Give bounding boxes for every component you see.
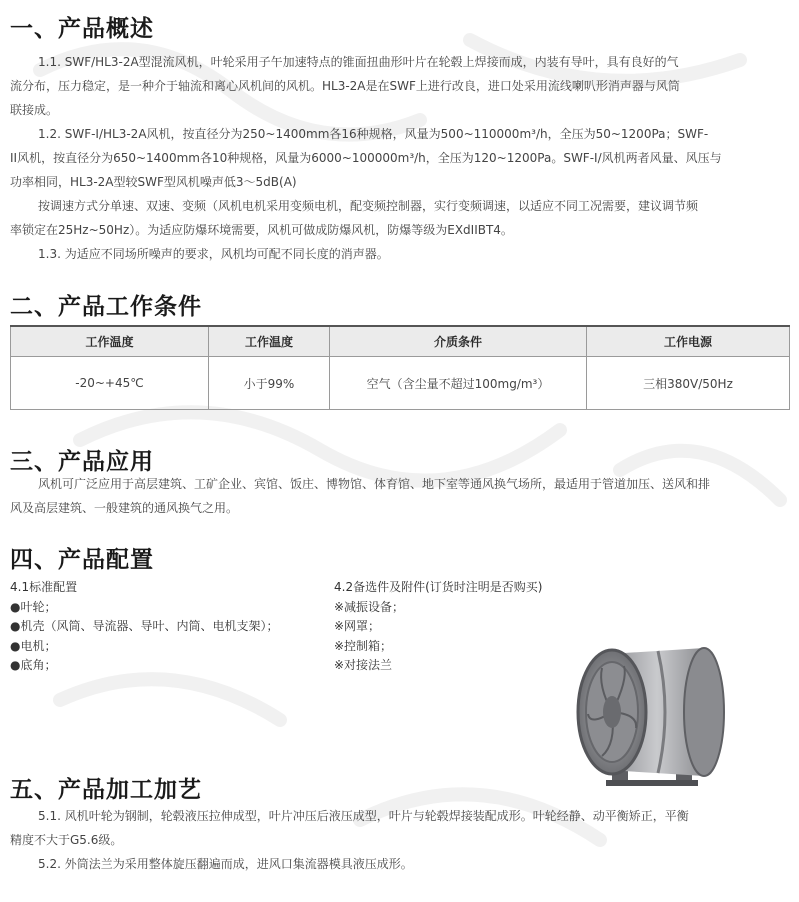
overview-line: 1.3. 为适应不同场所噪声的要求，风机均可配不同长度的消声器。 <box>38 247 389 261</box>
section-title-overview: 一、产品概述 <box>10 16 154 42</box>
list-item: ●机壳（风筒、导流器、导叶、内筒、电机支架）； <box>10 619 279 633</box>
table-header-cell: 工作温度 <box>11 326 209 357</box>
section-title-application: 三、产品应用 <box>10 449 154 475</box>
section-title-process: 五、产品加工加艺 <box>10 777 202 803</box>
overview-line: II风机，按直径分为650~1400mm各10种规格，风量为6000~100000m³/h，全压为120~1200Pa。SWF-I/风机两者风量、风压与 <box>10 151 722 165</box>
list-item: ●叶轮； <box>10 599 57 614</box>
table-row <box>11 357 790 410</box>
table-header-cell: 介质条件 <box>330 326 587 357</box>
list-item: ※控制箱； <box>334 638 393 653</box>
overview-line: 功率相同，HL3-2A型较SWF型风机噪声低3～5dB(A) <box>10 175 297 189</box>
table-header-row <box>11 326 790 357</box>
standard-config-list <box>10 578 278 676</box>
section-title-conditions: 二、产品工作条件 <box>10 294 202 320</box>
list-item: ※减振设备； <box>334 599 405 614</box>
application-line: 风机可广泛应用于高层建筑、工矿企业、宾馆、饭庄、博物馆、体育馆、地下室等通风换气场所，最适用于管道加压、送风和排 <box>38 477 711 491</box>
application-line: 风及高层建筑、一般建筑的通风换气之用。 <box>10 501 239 515</box>
process-line: 5.2. 外筒法兰为采用整体旋压翻遍而成，进风口集流器模具液压成形。 <box>38 857 413 871</box>
table-cell: 三相380V/50Hz <box>587 357 790 410</box>
conditions-table <box>10 325 790 410</box>
fan-product-image <box>572 640 732 792</box>
overview-line: 流分布，压力稳定，是一种介于轴流和离心风机间的风机。HL3-2A是在SWF上进行改良，进口处采用流线喇叭形消声器与风筒 <box>10 79 680 93</box>
list-item: ※对接法兰 <box>334 658 393 672</box>
table-cell: -20~+45℃ <box>11 357 209 410</box>
application-text <box>10 472 790 520</box>
list-item: ※网罩； <box>334 619 381 633</box>
overview-line: 按调速方式分单速、双速、变频（风机电机采用变频电机，配变频控制器，实行变频调速，以适应不同工况需要，建议调节频 <box>38 199 699 213</box>
section-title-configuration: 四、产品配置 <box>10 547 154 573</box>
overview-line: 联接成。 <box>10 103 59 117</box>
overview-line: 1.2. SWF-I/HL3-2A风机，按直径分为250~1400mm各16种规格，风量为500~110000m³/h，全压为50~1200Pa；SWF- <box>38 127 709 141</box>
optional-config-heading: 4.2备选件及附件(订货时注明是否购买) <box>334 580 543 594</box>
optional-config-list <box>334 578 542 676</box>
table-cell: 小于99% <box>209 357 330 410</box>
standard-config-heading: 4.1标准配置 <box>10 580 78 594</box>
overview-line: 1.1. SWF/HL3-2A型混流风机，叶轮采用子午加速特点的锥面扭曲形叶片在轮毂上焊接而成，内装有导叶，具有良好的气 <box>38 55 679 69</box>
list-item: ●底角； <box>10 658 57 672</box>
table-header-cell: 工作电源 <box>587 326 790 357</box>
process-line: 5.1. 风机叶轮为钢制，轮毂液压拉伸成型，叶片冲压后液压成型，叶片与轮毂焊接装配成形。叶轮经静、动平衡矫正，平衡 <box>38 809 689 823</box>
table-header-cell: 工作温度 <box>209 326 330 357</box>
overview-line: 率锁定在25Hz~50Hz）。为适应防爆环境需要，风机可做成防爆风机，防爆等级为EXdIIBT4。 <box>10 223 513 237</box>
list-item: ●电机； <box>10 638 57 653</box>
overview-text <box>10 50 790 266</box>
table-cell: 空气（含尘量不超过100mg/m³） <box>330 357 587 410</box>
process-line: 精度不大于G5.6级。 <box>10 833 123 847</box>
process-text <box>10 804 790 876</box>
